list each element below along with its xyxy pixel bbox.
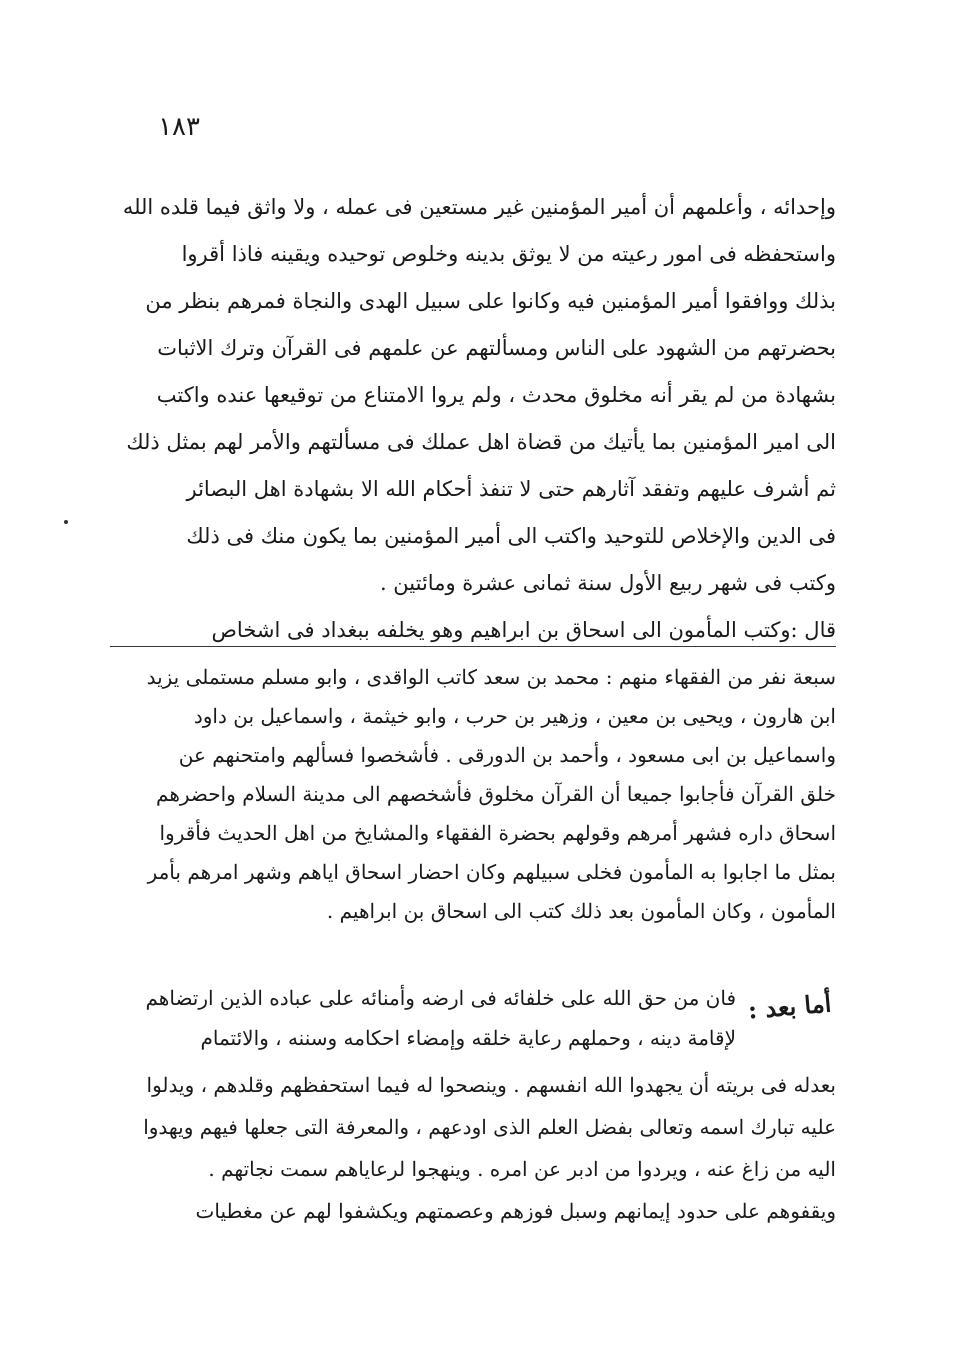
text-line: قال :وكتب المأمون الى اسحاق بن ابراهيم وهو يخلفه ببغداد فى اشخاص <box>211 618 836 642</box>
main-text <box>110 184 836 654</box>
text-line: لإقامة دينه ، وحملهم رعاية خلقه وإمضاء احكامه وسننه ، والائتمام <box>200 1026 736 1050</box>
print-speck <box>64 520 68 524</box>
text-line: بحضرتهم من الشهود على الناس ومسألتهم عن علمهم فى القرآن وترك الاثبات <box>157 336 836 360</box>
text-line: عليه تبارك اسمه وتعالى بفضل العلم الذى اودعهم ، والمعرفة التى جعلها فيهم ويهدوا <box>143 1115 836 1139</box>
footnote-divider <box>110 646 836 647</box>
text-line: خلق القرآن فأجابوا جميعا أن القرآن مخلوق فأشخصهم الى مدينة السلام واحضرهم <box>156 782 836 806</box>
text-line: بعدله فى بريته أن يجهدوا الله انفسهم . وينصحوا له فيما استحفظهم وقلدهم ، ويدلوا <box>146 1073 836 1097</box>
letter-body <box>110 1064 836 1232</box>
page-number: ١٨٣ <box>158 112 200 142</box>
text-line: ابن هارون ، ويحيى بن معين ، وزهير بن حرب ، وابو خيثمة ، واسماعيل بن داود <box>193 704 836 728</box>
text-line: وإحدائه ، وأعلمهم أن أمير المؤمنين غير مستعين فى عمله ، ولا واثق فيما قلده الله <box>122 195 836 219</box>
text-line: اليه من زاغ عنه ، ويردوا من ادبر عن امره . وينهجوا لرعاياهم سمت نجاتهم . <box>208 1157 836 1181</box>
text-line: سبعة نفر من الفقهاء منهم : محمد بن سعد كاتب الواقدى ، وابو مسلم مستملى يزيد <box>146 665 836 689</box>
text-line: ويقفوهم على حدود إيمانهم وسبل فوزهم وعصمتهم ويكشفوا لهم عن مغطيات <box>195 1199 836 1223</box>
text-line: بمثل ما اجابوا به المأمون فخلى سبيلهم وكان احضار اسحاق اياهم وشهر امرهم بأمر <box>147 860 836 884</box>
letter-heading: أما بعد : <box>746 988 833 1025</box>
text-line: بشهادة من لم يقر أنه مخلوق محدث ، ولم يروا الامتناع من توقيعها عنده واكتب <box>156 383 836 407</box>
text-line: ثم أشرف عليهم وتفقد آثارهم حتى لا تنفذ أحكام الله الا بشهادة اهل البصائر <box>186 477 836 501</box>
text-line: واستحفظه فى امور رعيته من لا يوثق بدينه وخلوص توحيده ويقينه فاذا أقروا <box>181 242 836 266</box>
text-line: الى امير المؤمنين بما يأتيك من قضاة اهل عملك فى مسألتهم والأمر لهم بمثل ذلك <box>126 430 836 454</box>
text-line: المأمون ، وكان المأمون بعد ذلك كتب الى اسحاق بن ابراهيم . <box>326 899 836 923</box>
text-line: بذلك ووافقوا أمير المؤمنين فيه وكانوا على سبيل الهدى والنجاة فمرهم بنظر من <box>145 289 836 313</box>
letter-opening <box>110 978 736 1058</box>
text-line: واسماعيل بن ابى مسعود ، وأحمد بن الدورقى . فأشخصوا فسألهم وامتحنهم عن <box>178 743 836 767</box>
text-line: اسحاق داره فشهر أمرهم وقولهم بحضرة الفقهاء والمشايخ من اهل الحديث فأقروا <box>159 821 836 845</box>
text-line: فى الدين والإخلاص للتوحيد واكتب الى أمير المؤمنين بما يكون منك فى ذلك <box>186 524 836 548</box>
footnote-text <box>110 658 836 931</box>
text-line: فان من حق الله على خلفائه فى ارضه وأمنائه على عباده الذين ارتضاهم <box>145 986 736 1010</box>
text-line: وكتب فى شهر ربيع الأول سنة ثمانى عشرة ومائتين . <box>379 571 836 595</box>
